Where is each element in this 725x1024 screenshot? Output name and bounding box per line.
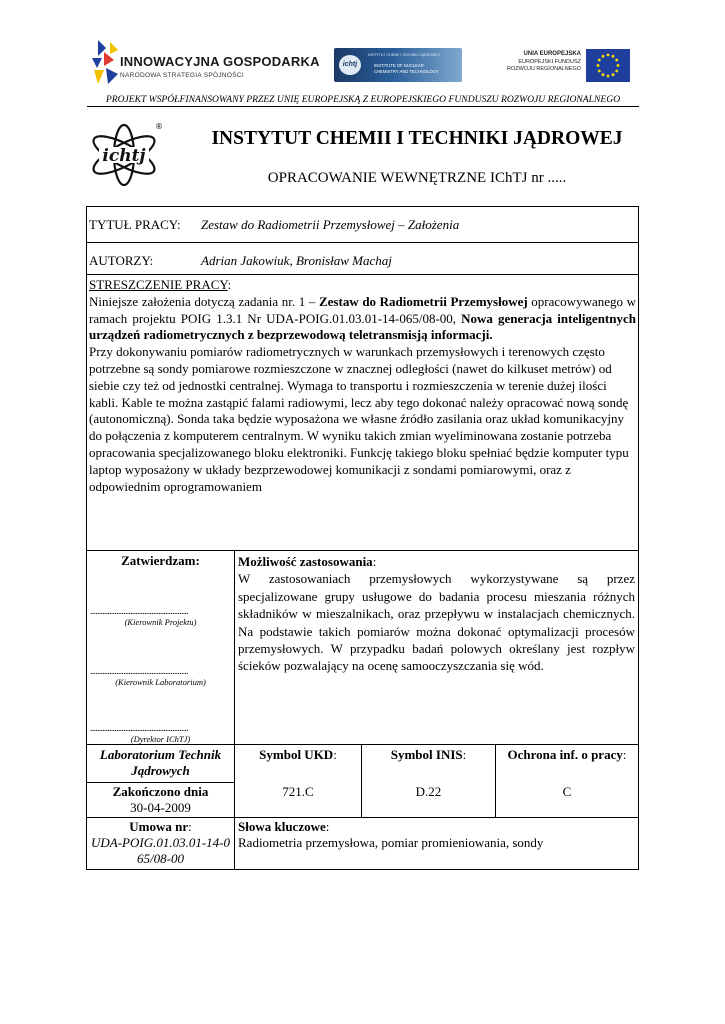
authors-value: Adrian Jakowiuk, Bronisław Machaj [201,253,392,268]
institute-banner-line2: INSTITUTE OF NUCLEAR [374,63,424,68]
title-value: Zestaw do Radiometrii Przemysłowej – Założenia [201,217,460,232]
abstract-p1-c: opracowywanego w ramach projektu POIG 1.3.1 Nr UDA-POIG.01.03.01-14-065/08-00, [89,293,636,326]
registered-mark: ® [155,122,163,131]
contract-colon: : [188,819,192,834]
application-heading [238,553,635,570]
institute-banner-line3: CHEMISTRY AND TECHNOLOGY [374,69,439,74]
abstract-p1-b: Zestaw do Radiometrii Przemysłowej [318,293,528,309]
keywords-colon: : [325,819,330,834]
authors-row [87,243,638,275]
protection-label: Ochrona inf. o pracy [507,747,623,762]
abstract-p1-a: Niniejsze założenia dotyczą zadania nr. 1 – [89,293,319,309]
eu-fund-line2: EUROPEJSKI FUNDUSZ [518,59,581,65]
keywords-value: Radiometria przemysłowa, pomiar promieniowania, sondy [238,834,544,850]
contract-label: Umowa nr [129,819,189,834]
eu-flag-icon [586,49,630,82]
innowacyjna-gospodarka-logo [92,40,332,90]
lab-name: Laboratorium Technik Jądrowych [99,747,222,778]
application-text: W zastosowaniach przemysłowych wykorzystywane są przez specjalizowane grupy usługowe do badania procesu mieszania różnych składników w mieszalnikach, oraz przepływu w instalacjach chemicznych. Na podstawie takich pomiarów można dokonać optymalizacji procesów przemysłowych. W przypadku badań polowych określany jest rozpływ ścieków pozwalający na ocenę samooczyszczania się wód. [238,571,635,674]
abstract-paragraph-1 [89,294,636,344]
innowacyjna-gospodarka-subtitle: NARODOWA STRATEGIA SPÓJNOŚCI [120,72,244,79]
inis-heading [362,747,495,763]
institute-banner-line1: INSTYTUT CHEMII I TECHNIKI JĄDROWEJ [368,53,440,57]
inis-label: Symbol INIS [390,747,463,762]
ukd-heading [235,747,361,763]
innowacyjna-gospodarka-title: INNOWACYJNA GOSPODARKA [120,54,320,69]
inis-colon: : [462,747,467,762]
institute-banner-badge: ichtj [339,55,361,75]
abstract-label: STRESZCZENIE PRACY [89,277,228,292]
protection-value: C [562,784,572,799]
ichtj-atom-logo-icon [86,118,166,188]
document-form [86,206,639,870]
finished-value: 30-04-2009 [130,800,191,815]
protection-heading [496,747,638,763]
signature-caption-lab: (Kierownik Laboratorium) [115,677,206,687]
title-row [87,207,638,243]
finished-label: Zakończono dnia [112,784,209,799]
authors-label: AUTORZY: [89,253,154,268]
abstract-p1-d: Nowa generacja inteligentnych urządzeń radiometrycznych z bezprzewodową teletransmisją informacji. [89,310,636,343]
institute-banner-logo [334,48,462,82]
signature-caption-director: (Dyrektor IChTJ) [130,734,191,744]
keywords-section [238,819,635,850]
ukd-label: Symbol UKD [259,747,334,762]
approval-top-border [87,550,638,551]
approve-title: Zatwierdzam: [121,553,200,568]
keywords-heading [238,819,635,835]
ukd-value: 721.C [282,784,314,799]
protection-colon: : [622,747,627,762]
project-cofinancing-line: PROJEKT WSPÓŁFINANSOWANY PRZEZ UNIĘ EUROPEJSKĄ Z EUROPEJSKIEGO FUNDUSZU ROZWOJU REGIONALNEGO [87,94,639,107]
abstract-paragraph-2: Przy dokonywaniu pomiarów radiometrycznych w warunkach przemysłowych i terenowych często potrzebne są sondy pomiarowe rozmieszczone w znacznej odległości (nawet do kilkuset metrów) od siebie czy też od jednostki centralnej. Wymaga to transportu i rozmieszczenia w terenie dużej ilości kabli. Kable te można zastąpić falami radiowymi, lecz aby tego dokonać należy opracować nową sondę (autonomiczną). Sonda taka będzie wyposażona we własne źródło zasilania oraz układ komunikacyjny do połączenia z komputerem centralnym. W wyniku takich zmian wyeliminowana zostanie potrzeba opracowania specjalizowanego bloku elektroniki. Funkcję takiego bloku spełniać będzie komputer typu laptop wyposażony w układy bezprzewodowej komunikacji z sondami pomiarowymi, oraz z odpowiednim oprogramowaniem [89,344,629,494]
application-section [238,553,635,675]
eu-fund-line1: UNIA EUROPEJSKA [523,51,581,57]
keywords-label: Słowa kluczowe [238,819,326,834]
left-column-divider [234,550,235,869]
abstract-colon: : [227,277,232,292]
inis-value: D.22 [415,784,442,799]
ichtj-logo-text: ichtj [102,146,146,166]
ukd-colon: : [333,747,337,762]
signature-line-lab: ........................................................ [90,667,188,676]
signature-line-manager: ........................................................ [90,607,188,616]
document-type: OPRACOWANIE WEWNĘTRZNE IChTJ nr ..... [267,170,567,186]
symbols-top-border [87,744,638,745]
application-label: Możliwość zastosowania [238,554,373,569]
eu-fund-line3: ROZWOJU REGIONALNEGO [507,66,581,72]
signature-line-director: ........................................................ [90,724,188,733]
application-colon: : [372,554,377,569]
eu-fund-logo-text [497,50,581,82]
contract-value: UDA-POIG.01.03.01-14-065/08-00 [91,835,231,866]
signature-caption-manager: (Kierownik Projektu) [124,617,197,627]
title-label: TYTUŁ PRACY: [89,217,181,232]
lab-finished-divider [87,782,234,783]
abstract-section [89,277,636,495]
innowacyjna-gospodarka-mark-icon [92,40,122,88]
institute-name: INSTYTUT CHEMII I TECHNIKI JĄDROWEJ [211,128,623,149]
contract-heading [87,819,234,835]
abstract-heading [89,277,636,294]
contract-top-border [87,817,638,818]
